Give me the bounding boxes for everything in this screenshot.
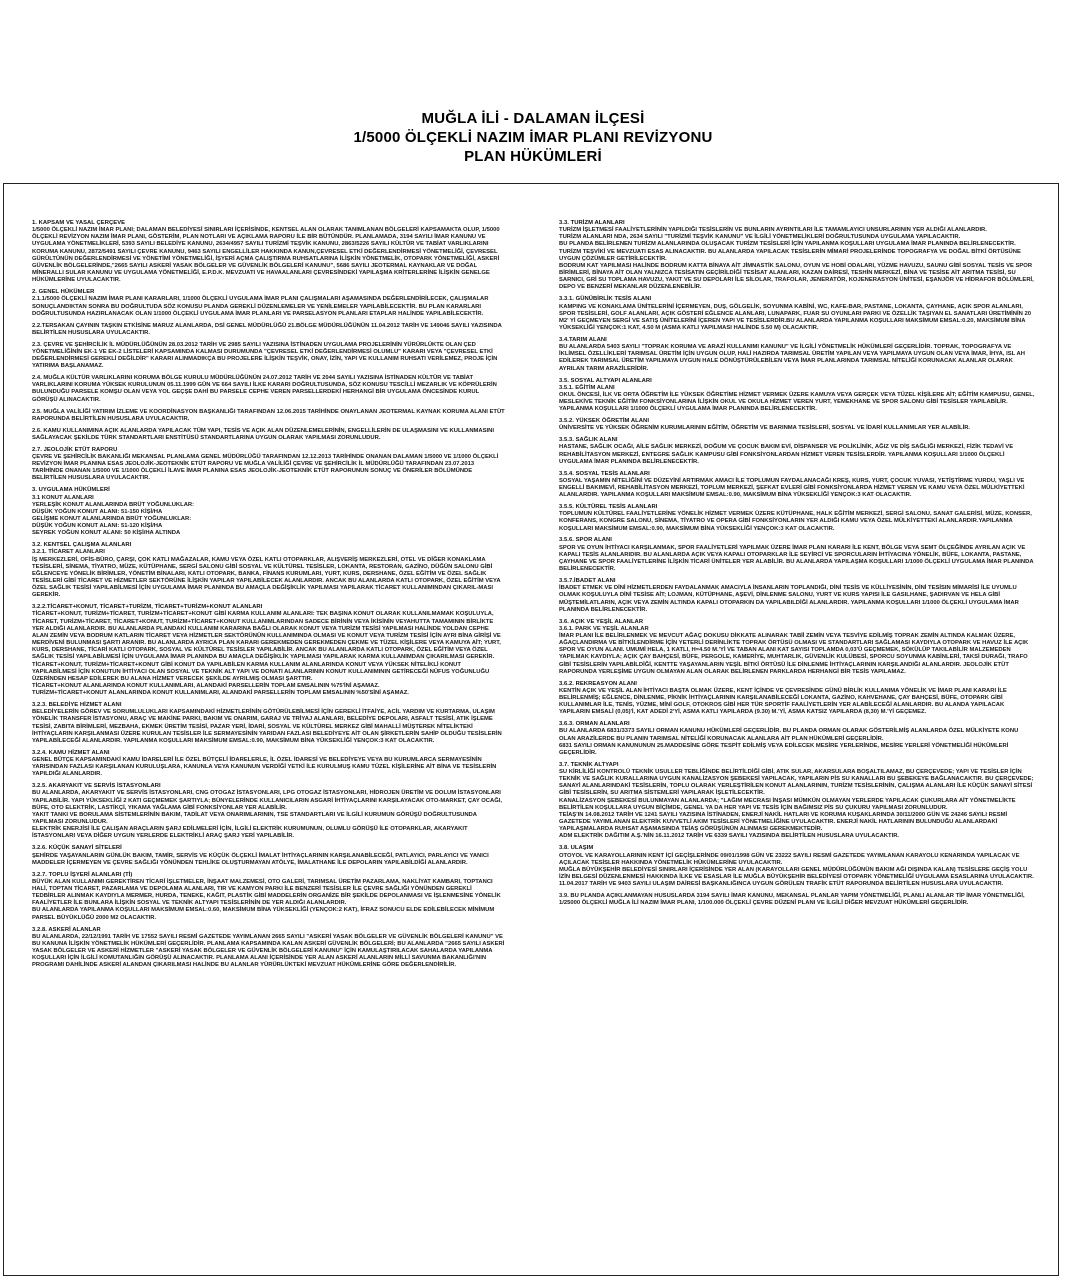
section-heading: 3.5.4. SOSYAL TESİS ALANLARI bbox=[559, 470, 650, 477]
plan-section bbox=[32, 702, 506, 745]
plan-section bbox=[32, 604, 506, 697]
section-body: 2.4. MUĞLA KÜLTÜR VARLIKLARINI KORUMA BÖLGE KURULU MÜDÜRLÜĞÜNÜN 24.07.2012 TARİH VE 2044 SAYILI YAZISINA İSTİNADEN KÜLTÜR VE TABİAT VARLIKLARINI KORUMA YÜKSEK KURULUNUN 05.11.1999 GÜN VE 664 SAYILI İLKE KARARI DOĞRULTUSUNDA, SÖZ KONUSU TESCİLLİ MEZARLIK VE KÖPRÜLERİN BULUNDUĞU PARSELE KOMŞU OLAN VEYA YOL GEÇŞE DAHİ BU PARSELE CEPHE VEREN PARSELLERDEKİ HERHANGİ BİR UYGULAMA ÖNCESİNDE KURUL GÖRÜŞÜ ALINACAKTIR. bbox=[32, 375, 499, 403]
section-body: BÜYÜK ALAN KULLANIMI GEREKTİREN TİCARİ İŞLETMELER, İNŞAAT MALZEMESİ, OTO GALERİ, TARIMSAL ÜRETİM PAZARLAMA, NAKLİYAT KAMBARI, TOPTANCI HALİ, TOPTAN TİCARET, PAZARLAMA VE DEPOLAMA ALANLARI, TIR VE KAMYON PARKI İLE BENZERİ TESİSLER İLE ÇEVRE SAĞLIĞI YÖNÜNDEN GEREKLİ TEDBİRLER ALINMAK KAYDIYLA MERMER, HURDA, TENEKE, KAĞIT, PLASTİK GİBİ MADDELERİN ORGANİZE BİR ŞEKİLDE DEPOLANMASI VE İŞLENMESİNE YÖNELİK FAALİYETLER İLE BUNLARA İLİŞKİN SOSYAL VE TEKNİK ALTYAPI TESİSLERİNİN DE YER ALDIĞI ALANLARDIR. BU ALANLARDA YAPILANMA KOŞULLARI MAKSİMUM EMSAL:0.60, MAKSİMUM BİNA YÜKSEKLİĞİ (YENÇOK:2 KAT), İFRAZ SONUCU ELDE EDİLEBİLECEK MİNİMUM PARSEL BÜYÜKLÜĞÜ 2000 M2 OLACAKTIR. bbox=[32, 878, 501, 921]
section-body: 2.5. MUĞLA VALİLİĞİ YATIRIM İZLEME VE KOORDİNASYON BAŞKANLIĞI TARAFINDAN 12.06.2015 TARİHİNDE ONAYLANAN JEOTERMAL KAYNAK KORUMA ALANI ETÜT RAPORUNDA BELİRTİLEN HUSUSLARA UYULACAKTIR. bbox=[32, 408, 507, 422]
section-heading: 3.2.2.TİCARET+KONUT, TİCARET+TURİZM, TİCARET+TURİZM+KONUT ALANLARI bbox=[32, 604, 263, 611]
section-heading: 3.2. KENTSEL ÇALIŞMA ALANLARI bbox=[32, 542, 132, 549]
section-heading: 3.5.7.İBADET ALANI bbox=[559, 578, 616, 585]
plan-section bbox=[559, 893, 1035, 907]
section-body: BELEDİYELERİN GÖREV VE SORUMLULUKLARI KAPSAMINDAKİ HİZMETLERİNİN GÖTÜRÜLEBİLMESİ İÇİN GEREKLİ İTFAİYE, ACİL YARDIM VE KURTARMA, ULAŞIM YÖNELİK TRANSFER İSTASYONU, ARAÇ VE MAKİNE PARKI, BAKIM VE ONARIM, GARAJ VE TRİYAJ ALANLARI, BELEDİYE DEPOLARI, ASFALT TESİSİ, ATIK İŞLEME TESİSİ, ZABITA BİRİMLERİ, MEZBAHA, EKMEK ÜRETİM TESİSİ, PAZAR YERİ, İDARİ, SOSYAL VE KÜLTÜREL MERKEZ GİBİ MAHALLİ MÜŞTEREK NİTELİKTEKİ İHTİYAÇLARIN KARŞILANMASI ÜZERE KURULAN TESİSLER İLE SERMAYESİNİN YARIDAN FAZLASI BELEDİYEYE AİT OLAN ŞİRKETLERİN SAHİP OLDUĞU TESİSLERİN YAPILABİLECEĞİ ALANLARDIR. YAPILANMA KOŞULLARI MAKSİMUM EMSAL:0.90, MAKSİMUM BİNA YÜKSEKLİĞİ YENÇOK:3 KAT OLACAKTIR. bbox=[32, 709, 504, 744]
section-heading: 3.2.5. AKARYAKIT VE SERVİS İSTASYONLARI bbox=[32, 783, 161, 790]
title-line-1: MUĞLA İLİ - DALAMAN İLÇESİ bbox=[421, 110, 645, 127]
section-heading: 3.2.8. ASKERİ ALANLAR bbox=[32, 926, 101, 933]
section-body: TURİZM İŞLETMESİ FAALİYETLERİNİN YAPILDIĞI TESİSLERİN VE BUNLARIN AYRINTILARI İLE TAMAMLAYICI UNSURLARININ YER ALDIĞI ALANLARDIR. TURİZM ALANLARI NDA, 2634 SAYILI "TURİZMİ TEŞVİK KANUNU" VE İLGİLİ YÖNETMELİKLERİ DOĞRULTUSUNDA UYGULAMA YAPILACAKTIR. BU PLANDA BELİRLENEN TURİZM ALANLARINDA OLUŞACAK TURİZM TESİSLERİ İÇİN YAPILANMA KOŞULLARI UYGULAMA İMAR PLANINDA BELİRLENECEKTİR. TURİZM TEŞVİKİ VE MEVZUATI ESAS ALINACAKTIR. BU ALANLARDA YAPILACAK TESİSLERİN MİMARİ PROJELERİNDE TOPOGRAFYA VE DOĞAL BİTKİ ÖRTÜSÜNE UYGUN ÇÖZÜMLER GETİRİLECEKTİR. BODRUM KAT YAPILMASI HALİNDE BODRUM KATTA BİNAYA AİT JİMNASTİK SALONU, OYUN VE HOBİ ODALARI, YÜZME HAVUZU, SAUNU GİBİ SOSYAL TESİS VE SPOR BİRİMLERİ, BİNAYA AİT OLAN YALNIZCA TESİSATIN GEÇİRİLDİĞİ TESİSAT ALANLARI, KAZAN DAİRESİ, TESHİN MERKEZİ, BİNA VE TESİSE AİT ARITMA TESİSİ, SU SARNICI, GRİ SU TOPLAMA HAVUZU, YAKIT VE SU DEPOLARI İLE SİLOLAR, TRAFOLAR, JENERATÖR, KOJENERASYON ÜNİTESİ, EŞANJÖR VE HİDRAFOR BÖLÜMLERİ, DEPO VE BENZERİ MEKANLAR DÜZENLENEBİLİR. bbox=[559, 227, 1034, 291]
plan-section bbox=[559, 619, 1035, 676]
section-body: GENEL BÜTÇE KAPSAMINDAKİ KAMU İDARELERİ İLE ÖZEL BÜTÇELİ İDARELERLE, İL ÖZEL İDARESİ VE BELEDİYEYE VEYA BU KURUMLARCA SERMAYESİNİN YARISINDAN FAZLASI KARŞILANAN KURULUŞLARA, KANUNLA VEYA KANUNUN VERDİĞİ YETKİ İLE KURULMUŞ KAMU TÜZEL KİŞİLERİNE AİT BİNA VE TESİSLERİN YAPILDIĞI ALANLARDIR. bbox=[32, 757, 498, 778]
plan-section bbox=[559, 418, 1035, 432]
section-body: HASTANE, SAĞLIK OCAĞI, AİLE SAĞLIK MERKEZİ, DOĞUM VE ÇOCUK BAKIM EVİ, DİSPANSER VE POLİKLİNİK, AĞIZ VE DİŞ SAĞLIĞI MERKEZİ, FİZİK TEDAVİ VE REHABİLİTASYON MERKEZİ, ENTEGRE SAĞLIK KAMPUSU GİBİ FONKSİYONLARDAN HİZMET VEREN TESİSLERDİR. YAPILANMA KOŞULLARI 1/1000 ÖLÇEKLİ UYGULAMA İMAR PLANINDA BELİRLENECEKTİR. bbox=[559, 444, 1015, 465]
section-body: BU ALANLARDA 5403 SAYILI "TOPRAK KORUMA VE ARAZİ KULLANIMI KANUNU" VE İLGİLİ YÖNETMELİK HÜKÜMLERİ GEÇERLİDİR. TOPRAK, TOPOGRAFYA VE İKLİMSEL ÖZELLİKLERİ TARIMSAL ÜRETİM İÇİN UYGUN OLUP, HALİ HAZIRDA TARIMSAL ÜRETİM YAPILAN VEYA YAPILMAYA UYGUN OLAN VEYA İMAR, İHYA, ISL AH EDİLEREK TARIMSAL ÜRETİM YAPILMAYA UYGUN HALE DÖNÜŞTÜRÜLEBİLEN VEYA İMAR PLANLARINDA TARIMSAL NİTELİĞİ KORUNACAK ALANLAR OLARAK AYRILAN TARIM ARAZİLERİDİR. bbox=[559, 344, 1027, 372]
section-body: SPOR VE OYUN İHTİYACI KARŞILANMAK, SPOR FAALİYETLERİ YAPILMAK ÜZERE İMAR PLANI KARARI İLE KENT, BÖLGE VEYA SEMT ÖLÇEĞİNDE AYRILAN AÇIK VE KAPALI TESİS ALANLARIDIR. BU ALANLARDA AÇIK VEYA KAPALI OTOPARKLAR İLE SEYİRCİ VE SPORCULARIN İHTİYACINA YÖNELİK, BÜFE, LOKANTA, PASTANE, ÇAYHANE VE SPOR FAALİYETLERİNE İLİŞKİN TİCARİ ÜNİTELER YER ALABİLİR. BU ALANLARDA YAPILAŞMA KOŞULLARI 1/1000 ÖLÇEKLİ UYGULAMA İMAR PLANINDA BELİRLENECEKTİR. bbox=[559, 544, 1035, 573]
section-body: 3.1 KONUT ALANLARI YERLEŞİK KONUT ALANLARINDA BRÜT YOĞUNLUKLAR: DÜŞÜK YOĞUN KONUT ALANI: 51-150 KİŞİ/HA GELİŞME KONUT ALANLARINDA BRÜT YOĞUNLUKLAR: DÜŞÜK YOĞUN KONUT ALANI: 51-120 KİŞİ/HA SEYREK YOĞUN KONUT ALANI: 50 KİŞİ/HA ALTINDA bbox=[32, 494, 195, 537]
section-heading: 3.6.2. REKREASYON ALANI bbox=[559, 680, 637, 687]
plan-section bbox=[559, 845, 1035, 888]
section-heading: 3.5.6. SPOR ALANI bbox=[559, 537, 612, 544]
plan-section bbox=[32, 375, 506, 404]
plan-provisions-frame bbox=[3, 183, 1059, 1276]
plan-section bbox=[559, 437, 1035, 466]
section-body: OTOYOL VE KARAYOLLARININ KENT İÇİ GEÇİŞLERİNDE 09/01/1998 GÜN VE 23222 SAYILI RESMİ GAZETEDE YAYIMLANAN KARAYOLU KENARINDA YAPILACAK VE AÇILACAK TESİSLER HAKKINDA YÖNETMELİK HÜKÜMLERİNE UYULACAKTIR. MUĞLA BÜYÜKŞEHİR BELEDİYESİ SINIRLARI İÇERİSİNDE YER ALAN (KARAYOLLARI GENEL MÜDÜRLÜĞÜNÜN BAKIM AĞI DIŞINDA KALAN) TESİSLERE GEÇİŞ YOLU İZİN BELGESİ DÜZENLENMESİ HAKKINDA İLKE VE ESASLAR İLE MUĞLA BÜYÜKŞEHİR BELEDİYESİ OTOPARK YÖNETMELİĞİ UYGULAMA ESASLARINA UYULACAKTIR. 11.04.2017 TARİH VE 9403 SAYILI ULAŞIM DAİRESİ BAŞKANLIĞINCA UYGUN GÖRÜLEN TRAFİK ETÜT RAPORUNDA BELİRTİLEN HUSUSLARA UYULACAKTIR. bbox=[559, 852, 1034, 888]
section-body: 3.6.1. PARK VE YEŞİL ALANLAR İMAR PLANI İLE BELİRLENMEK VE MEVCUT AĞAÇ DOKUSU DİKKATE ALINARAK TABİİ ZEMİN VEYA TESVİYE EDİLMİŞ TOPRAK ZEMİN ALTINDA KALMAK ÜZERE, AĞAÇLANDIRMA VE BİTKİLENDİRME İÇİN YETERLİ DERİNLİKTE TOPRAK ÖRTÜSÜ OLMASI VE STANDARTLARI SAĞLAMASI KAYDIYLA OTOPARK VE HAVUZ İLE AÇIK SPOR VE OYUN ALANI. UMUMİ HELA, 1 KATLI, H=4.50 M.'Yİ VE TABAN ALANI KAT SAYISI TOPLAMDA 0,03'Ü GEÇMEMEK, SÖKÜLÜP TAKILABİLİR MALZEMEDEN YAPILMAK KAYDIYLA; AÇIK ÇAY BAHÇESİ, BÜFE, PERGOLE, KAMERİYE, MUHTARLIK, GÜVENLİK KULÜBESİ, SPORCU SOYUNMA KABİNLERİ, TAKSİ DURAĞI, TRAFO GİBİ TESİSLERİN YAPILABİLDİĞİ, KENTTE YAŞAYANLARIN YEŞİL BİTKİ ÖRTÜSÜ İLE DİNLENME İHTİYAÇLARININ KARŞILANDIĞI ALANLARDIR. JEOLOJİK ETÜT RAPORUNDA YERLEŞİME UYGUN OLMAYAN ALAN OLARAK BELİRLENEN PARKLARDA HERHANGİ BİR TESİS YAPILAMAZ. bbox=[559, 625, 1029, 675]
section-body: BU ALANLARDA, 22/12/1991 TARİH VE 17552 SAYILI RESMİ GAZETEDE YAYIMLANAN 2665 SAYILI "ASKERİ YASAK BÖLGELER VE GÜVENLİK BÖLGELERİ KANUNU" VE BU KANUNA İLİŞKİN YÖNETMELİK HÜKÜMLERİ GEÇERLİDİR. PLANLAMA KAPSAMINDA KALAN ASKERİ GÜVENLİK BÖLGELERİ; BU ALANLARDA "2665 SAYILI ASKERİ YASAK BÖLGELER VE ASKERİ HİZMETLER "ASKERİ YASAK BÖLGELER VE GÜVENLİK BÖLGELERİ KANUNU" İÇİN KAMULAŞTIRILACAK SAHALARDA YAPILANMA KOŞULLARI İÇİN İLGİLİ KOMUTANLIĞIN GÖRÜŞÜ ALINACAKTIR. PLANLAMA ALANI İÇERİSİNDE YER ALAN ASKERİ ALANLARIN MİLLİ SAVUNMA BAKANLIĞI'NIN PROGRAMI DAHİLİNDE ASKERİ ALANDAN ÇIKARILMASI HALİNDE BU ALANLAR YÜRÜRLÜKTEKİ MEVZUAT HÜKÜMLERİNE GÖRE DEĞERLENDİRİLİR. bbox=[32, 933, 506, 969]
section-body: SOSYAL YAŞAMIN NİTELİĞİNİ VE DÜZEYİNİ ARTIRMAK AMACI İLE TOPLUMUN FAYDALANACAĞI KREŞ, KURS, YURT, ÇOCUK YUVASI, YETİŞTİRME YURDU, YAŞLI VE ENGELLİ BAKIMEVİ, REHABİLİTASYON MERKEZİ, TOPLUM MERKEZİ, ŞEFKAT EVLERİ GİBİ FONKSİYONLARDA HİZMET VEREN VE KAMU VEYA ÖZEL MÜLKİYETTEKİ ALANLARDIR. YAPILANMA KOŞULLARI MAKSİMUM EMSAL:0.90, MAKSİMUM BİNA YÜKSEKLİĞİ YENÇOK:3 KAT OLACAKTIR. bbox=[559, 477, 1026, 499]
section-heading: 3.4.TARIM ALANI bbox=[559, 336, 607, 343]
section-body: ÜNİVERSİTE VE YÜKSEK ÖĞRENİM KURUMLARININ EĞİTİM, ÖĞRETİM VE BARINMA TESİSLERİ, SOSYAL VE İDARİ KULLANIMLAR YER ALABİLİR. bbox=[559, 425, 971, 432]
title-line-3: PLAN HÜKÜMLERİ bbox=[464, 148, 602, 165]
section-heading: 3.2.4. KAMU HİZMET ALANI bbox=[32, 749, 110, 756]
plan-section bbox=[559, 296, 1035, 332]
plan-section bbox=[32, 845, 506, 866]
plan-section bbox=[32, 927, 506, 970]
section-body: BU ALANLARDA 6831/3373 SAYILI ORMAN KANUNU HÜKÜMLERİ GEÇERLİDİR. BU PLANDA ORMAN OLARAK GÖSTERİLMİŞ ALANLARDA ÖZEL MÜLKİYETE KONU OLAN ARAZİLERDE BU PLANIN TARIMSAL NİTELİĞİ KORUNACAK ALANLARA AİT PLAN HÜKÜMLERİ GEÇERLİDİR. 6831 SAYILI ORMAN KANUNUNUN 25.MADDESİNE GÖRE TESPİT EDİLMİŞ VEYA EDİLECEK MESİRE YERLERİNDE, MESİRE YERLERİ YÖNETMELİĞİ HÜKÜMLERİ GEÇERLİDİR. bbox=[559, 728, 1019, 756]
plan-section bbox=[559, 337, 1035, 373]
section-heading: 3.5.5. KÜLTÜREL TESİS ALANLARI bbox=[559, 504, 658, 511]
plan-section bbox=[559, 762, 1035, 841]
section-heading: 3.3. TURİZM ALANLARI bbox=[559, 220, 625, 226]
section-body: 2.6. KAMU KULLANIMINA AÇIK ALANLARDA YAPILACAK TÜM YAPI, TESİS VE AÇIK ALAN DÜZENLEMELERİNİN, ENGELLİLERİN DE ULAŞMASINI VE KULLANMASINI SAĞLAYACAK ŞEKİLDE TÜRK STANDARTLARI ENSTİTÜSÜ STANDARTLARINA UYGUN OLARAK YAPILMASI ZORUNLUDUR. bbox=[32, 427, 496, 441]
plan-section bbox=[32, 409, 506, 423]
left-column bbox=[32, 220, 506, 974]
section-body: 3.5.1. EĞİTİM ALANI OKUL ÖNCESİ, İLK VE ORTA ÖĞRETİM İLE YÜKSEK ÖĞRETİME HİZMET VERMEK ÜZERE KAMUYA VEYA GERÇEK VEYA TÜZEL KİŞİLERE AİT; EĞİTİM KAMPUSU, GENEL, MESLEKİVE TEKNİK EĞİTİM FONKSİYONLARINA İLİŞKİN OKUL VE OKULA HİZMET VEREN YURT, YEMEKHANE VE SPOR SALONU GİBİ TESİSLER YAPILABİLİR. YAPILANMA KOŞULLARI 1/1000 ÖLÇEKLİ UYGULAMA İMAR PLANINDA BELİRLENECEKTİR. bbox=[559, 384, 1035, 413]
section-heading: 3.6. AÇIK VE YEŞİL ALANLAR bbox=[559, 618, 644, 625]
section-body: KAMPING VE KONAKLAMA ÜNİTELERİNİ İÇERMEYEN, DUŞ, GÖLGELİK, SOYUNMA KABİNİ, WC, KAFE-BAR, PASTANE, LOKANTA, ÇAYHANE, AÇIK SPOR ALANLARI, SPOR TESİSLERİ, GOLF ALANLARI, AÇIK GÖSTERİ EĞLENCE ALANLARI, LUNAPARK, FUAR SU OYUNLARI PARKI VE ÖZELLİK TAŞIYAN EL SANATLARI ÜRETİMİNİN 20 M2' Yİ GEÇMEYEN SERGİ VE SATIŞ ÜNİTELERİNİ İÇEREN YAPI VE TESİSLERDİR.BU ALANLARDA YAPILANMA KOŞULLARI MAKSİMUM EMSAL:0.20, MAKSİMUM BİNA YÜKSEKLİĞİ YENÇOK:1 KAT, 4.50 M (ASMA KATLI YAPILMASI HALİNDE 5.50 M) OLACAKTIR. bbox=[559, 303, 1033, 331]
plan-section bbox=[32, 872, 506, 922]
title-line-2: 1/5000 ÖLÇEKLİ NAZIM İMAR PLANI REVİZYONU bbox=[353, 129, 713, 146]
section-body: SU KİRLİLİĞİ KONTROLÜ TEKNİK USULLER TEBLİĞİNDE BELİRTİLDİĞİ GİBİ, ATIK SULAR, AKARSULARA BOŞALTILAMAZ, BU ÇERÇEVEDE; YAPI VE TESİSLER İÇİN TEKNİK VE SAĞLIK KURALLARINA UYGUN KANALİZASYON ŞEBEKESİ YAPILACAK, YAPILARIN PİS SU KANALLARI BU ŞEBEKEYE BAĞLANACAKTIR. BU ÇERÇEVEDE; SANAYİ ALANLARINDAKİ TESİSLERİN, TOPLU OLARAK YERLEŞTİRİLEN KONUT ALANLARININ, TURİZM TESİSLERİNİN, ÇALIŞMA ALANLARI İLE KÜÇÜK SANAYİ SİTESİ GİBİ TESİSLERİN, SU ARITMA SİSTEMLERİ YAPILARAK İŞLETİLECEKTİR. KANALİZASYON ŞEBEKESİ BULUNMAYAN ALANLARDA; "LAĞIM MECRASI İNŞASI MÜMKÜN OLMAYAN YERLERDE YAPILACAK ÇUKURLARA AİT YÖNETMELİKTE BELİRTİLEN KOŞULLARA UYGUN BİÇİMDE, GENEL YA DA HER YAPI VE TESİS İÇİN BAĞIMSIZ PİS SU ÇUKURU YAPILMASI ZORUNLUDUR. TEİAŞ'IN 14.08.2012 TARİH VE 1241 SAYILI YAZISINA İSTİNADEN, ENERJİ NAKİL HATLARI VE KORUMA KUŞAKLARINDA 30/11/2000 GÜN VE 24246 SAYILI RESMİ GAZETEDE YAYIMLANAN ELEKTRİK KUVVETLİ AKIM TESİSLERİ YÖNETMELİĞİNE UYULACAKTIR. ENERJİ NAKİL HATLARININ BULUNDUĞU ALANLARDAKİ YAPILAŞMALARDA RUHSAT AŞAMASINDA TEİAŞ GÖRÜŞÜNÜN ALINMASI GEREKMEKTEDİR. ADM ELEKTRİK DAĞITIM A.Ş.'NİN 16.11.2012 TARİH VE 6339 SAYILI YAZISINDA BELİRTİLEN HUSUSLARA UYULACAKTIR. bbox=[559, 768, 1034, 840]
plan-section bbox=[559, 504, 1035, 533]
section-heading: 3.5. SOSYAL ALTYAPI ALANLARI bbox=[559, 377, 652, 384]
right-column bbox=[559, 220, 1035, 912]
section-body: 2.2.TERSAKAN ÇAYININ TAŞKIN ETKİSİNE MARUZ ALANLARDA, DSİ GENEL MÜDÜRLÜĞÜ 21.BÖLGE MÜDÜRLÜĞÜNÜN 11.04.2012 TARİH VE 149046 SAYILI YAZISINDA BELİRTİLEN HUSUSLARA UYULACAKTIR. bbox=[32, 322, 504, 336]
plan-section bbox=[559, 220, 1035, 292]
section-body: 2.1.1/5000 ÖLÇEKLİ NAZIM İMAR PLANI KARARLARI, 1/1000 ÖLÇEKLİ UYGULAMA İMAR PLANI ÇALIŞMALARI AŞAMASINDA DEĞERLENDİRİLECEK, ÇALIŞMALAR SONUÇLANDIKTAN SONRA BU DOĞRULTUDA SÖZ KONUSU PLANDA GEREKLİ DÜZENLEMELER VE YENİLEMELER YAPILABİLECEKTİR. BU PLAN KARARLARI DOĞRULTUSUNDA HAZIRLANACAK OLAN 1/1000 ÖLÇEKLİ UYGULAMA İMAR PLANLARI VE PARSELASYON PLANLARI ETAPLAR HALİNDE YAPILABİLECEKTİR. bbox=[32, 296, 491, 317]
plan-section bbox=[32, 750, 506, 779]
section-body: TOPLUMUN KÜLTÜREL FAALİYETLERİNE YÖNELİK HİZMET VERMEK ÜZERE KÜTÜPHANE, HALK EĞİTİM MERKEZİ, SERGİ SALONU, SANAT GALERİSİ, MÜZE, KONSER, KONFERANS, KONGRE SALONU, SİNEMA, TİYATRO VE OPERA GİBİ FONKSİYONLARIN YER ALDIĞI KAMU VEYA ÖZEL MÜLKİYETTEKİ ALANLARDIR.YAPILANMA KOŞULLARI MAKSİMUM EMSAL:0.90, MAKSİMUM BİNA YÜKSEKLİĞİ YENÇOK:3 KAT OLACAKTIR. bbox=[559, 511, 1034, 532]
plan-section bbox=[32, 447, 506, 483]
plan-section bbox=[559, 471, 1035, 500]
section-body: BU ALANLARDA, AKARYAKIT VE SERVİS İSTASYONLARI, CNG OTOGAZ İSTASYONLARI, LPG OTOGAZ İSTASYONLARI, HİDROJEN ÜRETİM VE DOLUM İSTASYONLARI YAPILABİLİR. YAPI YÜKSEKLİĞİ 2 KATI GEÇMEMEK ŞARTIYLA; BÜNYELERİNDE KULLANICILARIN ASGARİ İHTİYAÇLARINI KARŞILAYACAK OTO-MARKET, ÇAY OCAĞI, BÜFE, OTO ELEKTRİK, LASTİKÇİ, YIKAMA YAĞLAMA GİBİ FONKSİYONLAR YER ALABİLİR. YAKIT TANKI VE BORULAMA SİSTEMLERİNİN BAKIM, TADİLAT VEYA ONARIMLARININ, TSE STANDARTLARI VE İLGİLİ KURUMUN GÖRÜŞÜ DOĞRULTUSUNDA YAPILMASI ZORUNLUDUR. ELEKTRİK ENERJİSİ İLE ÇALIŞAN ARAÇLARIN ŞARJ EDİLMELERİ İÇİN, İLGİLİ ELEKTRİK KURUMUNUN, OLUMLU GÖRÜŞÜ İLE OTOPARKLAR, AKARYAKIT İSTASYONLARI VEYA DİĞER UYGUN YERLERDE ELEKTRİKLİ ARAÇ ŞARJ YERİ YAPILABİLİR. bbox=[32, 790, 503, 840]
section-body: İBADET ETMEK VE DİNİ HİZMETLERDEN FAYDALANMAK AMACIYLA İNSANLARIN TOPLANDIĞI, DİNİ TESİS VE KÜLLİYESİNİN, DİNİ TESİSIN MİMARİSİ İLE UYUMLU OLMAK KOŞULUYLA DİNİ TESİSE AİT; LOJMAN, KÜTÜPHANE, AŞEVİ, DİNLENME SALONU, YURT VE KURS YAPISI İLE GASILHANE, ŞADIRVAN VE HELA GİBİ MÜŞTEMİLATLARIN, AÇIK VEYA ZEMİN ALTINDA KAPALI OTOPARKIN DA YAPILABILDİĞİ ALANLARDIR. YAPILANMA KOŞULLARI 1/1000 ÖLÇEKLİ UYGULAMA İMAR PLANINDA BELİRLENECEKTİR. bbox=[559, 585, 1021, 613]
plan-section bbox=[32, 428, 506, 442]
plan-section bbox=[559, 537, 1035, 573]
section-body: ŞEHİRDE YAŞAYANLARIN GÜNLÜK BAKIM, TAMİR, SERVİS VE KÜÇÜK ÖLÇEKLİ İMALAT İHTİYAÇLARININ KARŞILANABİLECEĞİ, PATLAYICI, PARLAYICI VE YANICI MADDELER İÇERMEYEN VE ÇEVRE SAĞLIĞI YÖNÜNDEN TEHLİKE OLUŞTURMAYAN ATÖLYE, İMALATHANE İLE DEPOLARIN YAPILABİLDİĞİ ALANLARDIR. bbox=[32, 852, 491, 866]
plan-section bbox=[559, 578, 1035, 614]
document-title-block bbox=[0, 0, 1066, 180]
plan-section bbox=[32, 289, 506, 318]
plan-section bbox=[32, 783, 506, 840]
section-body: TİCARET+KONUT, TURİZM+TİCARET, TURİZM+TİCARET+KONUT GİBİ KARMA KULLANIM ALANLARI: TEK BAŞINA KONUT OLARAK KULLANILMAMAK KOŞULUYLA, TİCARET, TURİZM+TİCARET, TİCARET+KONUT, TURİZM+TİCARET+KONUT KULLANIMLARINDAN SADECE BİRİNİN VEYA İKİSİNİN VEYAHUTTA TAMAMININ BİRLİKTE YER ALDIĞI ALANLARDIR. BU ALANLARDA PLANDAKİ KULLANIM KARARINA BAĞLI OLARAK KONUT VEYA TURİZM TESİSİ YAPILMASI HALİNDE YOLDAN CEPHE ALAN ZEMİN VEYA BODRUM KATLARIN TİCARET VEYA HİZMETLER SEKTÖRÜNÜN KULLANIMINDA OLMASI VE KONUT VEYA TURİZM TESİSİ İÇİN AYRI BİNA GİRİŞİ VE MERDİVENİ BULUNMASI ŞARTI ARANIR. BU ALANLARDA AYRICA PLAN KARARI GEREKMEDEN GEREKMEDEN ÇEKME VE TÜZEL KİŞİLERE VEYA KAMUYA AİT; YURT, KURS, DERSHANE, TİCARİ KATLI OTOPARK, SOSYAL VE KÜLTÜREL TESİSLER YAPILABİLİR. ANCAK BU ALANLARDA KATLI OTOPARK, ÖZEL EĞİTİM VEYA ÖZEL SAĞLIK TESİSİ YAPILABİLMESİ İÇİN UYGULAMA İMAR PLANINDA BU AMAÇLA DEĞİŞİKLİK YAPILMASI YAPILARAK KARMA KULLANIMDAN ÇIKARILMASI GEREKİR. TİCARET+KONUT, TURİZM+TİCARET+KONUT GİBİ KONUT DA YAPILABİLEN KARMA KULLANIM ALANLARINDA KONUT VEYA YÜKSEK NİTELİKLİ KONUT YAPILABİLMESİ İÇİN KONUTUN İHTİYACI OLAN SOSYAL VE TEKNİK ALT YAPI VE DONATI ALANLARININ KONUT KULLANIMININ GETİRECEĞİ NÜFUS YOĞUNLUĞU ÜZERİNDEN HESAP EDİLEREK BU ALANA HİZMET VERECEK ŞEKİLDE AYRILMIŞ OLMASI ŞARTTIR. TİCARET+KONUT ALANLARINDA KONUT KULLANIMLARI, ALANDAKİ PARSELLERİN TOPLAM EMSALININ %75'İNİ AŞAMAZ. TURİZM+TİCARET+KONUT ALANLARINDA KONUT KULLANIMLARI, ALANDAKİ PARSELLERİN TOPLAM EMSALININ %50'SİNİ AŞAMAZ. bbox=[32, 611, 501, 697]
plan-section bbox=[32, 323, 506, 337]
section-heading: 2. GENEL HÜKÜMLER bbox=[32, 289, 95, 296]
section-body: 3.2.1. TİCARET ALANLARI İŞ MERKEZLERİ, OFİS-BÜRO, ÇARŞI, ÇOK KATLI MAĞAZALAR, KAMU VEYA ÖZEL KATLI OTOPARKLAR, ALIŞVERİŞ MERKEZLERİ, OTEL VE DİĞER KONAKLAMA TESİSLERİ, SİNEMA, TİYATRO, MÜZE, KÜTÜPHANE, SERGİ SALONU GİBİ SOSYAL VE KÜLTÜREL TESİSLER, LOKANTA, RESTORAN, GAZİNO, DÜĞÜN SALONU GİBİ EĞLENCEYE YÖNELİK BİRİMLER, YÖNETİM BİNALARI, KATLI OTOPARK, BANKA, FİNANS KURUMLARI, YURT, KURS, DERSHANE, ÖZEL EĞİTİM VE ÖZEL SAĞLIK TESİSLERİ GİBİ TİCARET VE HİZMETLER SEKTÖRÜNE İLİŞKİN YAPILAR YAPILABİLECEK ALANLARDIR. ANCAK BU ALANLARDA KATLI OTOPARK, ÖZEL EĞİTİM VEYA ÖZEL SAĞLIK TESİSİ YAPILABİLMESİ İÇİN UYGULAMA İMAR PLANINDA BU AMAÇLA DEĞİŞİKLİK YAPILMASI YAPILARAK TİCARET KULLANIMINDAN ÇIKARIL-MASI GEREKİR. bbox=[32, 549, 501, 599]
section-heading: 1. KAPSAM VE YASAL ÇERÇEVE bbox=[32, 220, 126, 226]
section-heading: 2.7. JEOLOJİK ETÜT RAPORU bbox=[32, 446, 118, 453]
plan-section bbox=[32, 487, 506, 537]
section-body: 3.9. BU PLANDA AÇIKLANMAYAN HUSUSLARDA 3194 SAYILI İMAR KANUNU, MEKANSAL PLANLAR YAPIM YÖNETMELİĞİ, PLANLI ALANLAR TİP İMAR YÖNETMELİĞİ, 1/25000 ÖLÇEKLİ MUĞLA İLİ NAZIM İMAR PLANI, 1/100.000 ÖLÇEKLİ ÇEVRE DÜZENİ PLANI VE İLGİLİ DİĞER MEVZUAT HÜKÜMLERİ GEÇERLİDİR. bbox=[559, 893, 1027, 907]
section-heading: 3.2.3. BELEDİYE HİZMET ALANI bbox=[32, 702, 122, 709]
section-heading: 3.2.6. KÜÇÜK SANAYİ SİTELERİ bbox=[32, 845, 122, 852]
section-body: KENTİN AÇIK VE YEŞİL ALAN İHTİYACI BAŞTA OLMAK ÜZERE, KENT İÇİNDE VE ÇEVRESİNDE GÜNÜ BİRLİK KULLANIMA YÖNELİK VE İMAR PLANI KARARI İLE BELİRLENMİŞ; EĞLENCE, DİNLENME, PİKNİK İHTİYAÇLARININ KARŞILANABİLECEĞİ LOKANTA, GAZİNO, KAHVEHANE, ÇAY BAHÇESİ, BÜFE, OTOPARK GİBİ KULLANIMLAR İLE, TENİS, YÜZME, MİNİ GOLF, OTOKROS GİBİ HER TÜR SPORTİF FAALİYETLERİN YER ALABİLECEĞİ ALANLARDIR. BU ALANDA YAPILACAK YAPILARIN EMSALİ (0,05)'İ, KAT ADEDİ 2'Yİ, ASMA KATLI YAPILARDA (9.30) M.'Yİ, ASMA KATSIZ YAPILARDA (8,30) M.'Yİ GEÇEMEZ. bbox=[559, 687, 1009, 716]
plan-section bbox=[559, 681, 1035, 717]
plan-section bbox=[559, 721, 1035, 757]
section-heading: 3.8. ULAŞIM bbox=[559, 845, 594, 852]
section-body: 1/5000 ÖLÇEKLİ NAZIM İMAR PLANI; DALAMAN BELEDİYESİ SINIRLARI İÇERİSİNDE, KENTSEL ALAN OLARAK TANIMLANAN BÖLGELERİ KAPSAMAKTA OLUP, 1/5000 ÖLÇEKLİ REVİZYON NAZIM İMAR PLANI, GÖSTERİM, PLAN NOTLARI VE AÇIKLAMA RAPORU İLE BİR BÜTÜNDÜR. PLANLAMADA, 3194 SAYILI İMAR KANUNU VE UYGULAMA YÖNETMELİKLERİ, 5393 SAYILI BELEDİYE KANUNU, 2634/4957 SAYILI TURİZMİ TEŞVİK KANUNU, 2863/5226 SAYILI KÜLTÜR VE TABİAT VARLIKLARINI KORUMA KANUNU, 2872/5491 SAYILI ÇEVRE KANUNU, 9463 SAYILI ENGELLİLER HAKKINDA KANUN,ÇEVRESEL ETKİ DEĞERLENDİRMESİ YÖNETMELİĞİ, ÇEVRESEL GÜRÜLTÜNÜN DEĞERLENDİRMESİ VE YÖNETİMİ YÖNETMELİĞİ, İŞYERİ AÇMA ÇALIŞTIRMA RUHSATLARINA İLİŞKİN YÖNETMELİK, OTOPARK YÖNETMELİĞİ, ASKERİ GÜVENLİK BÖLGELERİNDE,"2665 SAYILI ASKERİ YASAK BÖLGELER VE GÜVENLİK BÖLGELERİ KANUNU", 5686 SAYILI JEOTERMAL KAYNAKLAR VE DOĞAL MİNERALLI SULAR KANUNU VE UYGULAMA YÖNETMELİĞİ, E.P.D.K. MEVZUATI VE HAVAALANLARI ÇEVRESİNDEKİ YAPILAŞMA KRİTERLERİNE İLİŞKİN GENELGE HÜKÜMLERİNE UYULACAKTIR. bbox=[32, 227, 502, 284]
section-body: 2.3. ÇEVRE VE ŞEHİRCİLİK İL MÜDÜRLÜĞÜNÜN 28.03.2012 TARİH VE 2985 SAYILI YAZISINA İSTİNADEN UYGULAMA PROJELERİNİN YÜRÜRLÜKTE OLAN ÇED YÖNETMELİĞİNİN EK-1 VE EK-2 LİSTELERİ KAPSAMINDA KALMASI DURUMUNDA "ÇEVRESEL ETKİ DEĞERLENDİRMESİ OLUMLU" KARARI VEYA "ÇEVRESEL ETKİ DEĞERLENDİRMESİ GEREKLİ DEĞİLDİR" KARARI ALINMADIKÇA BU PROJELERE İLİŞKİN TEŞVİK, ONAY, İZİN, YAPI VE KULLANIM RUHSATI VERİLEMEZ, PROJE İÇİN YATIRIMA BAŞLANAMAZ. bbox=[32, 341, 499, 370]
section-heading: 3. UYGULAMA HÜKÜMLERİ bbox=[32, 487, 110, 494]
section-heading: 3.3.1. GÜNÜBİRLİK TESİS ALANI bbox=[559, 296, 652, 303]
plan-section bbox=[32, 342, 506, 371]
plan-section bbox=[32, 220, 506, 284]
section-heading: 3.2.7. TOPLU İŞYERİ ALANLARI (Tİ) bbox=[32, 871, 133, 878]
plan-section bbox=[32, 542, 506, 599]
section-heading: 3.7. TEKNİK ALTYAPI bbox=[559, 761, 619, 768]
section-heading: 3.5.3. SAĞLIK ALANI bbox=[559, 437, 618, 444]
section-body: ÇEVRE VE ŞEHİRCİLİK BAKANLIĞI MEKANSAL PLANLAMA GENEL MÜDÜRLÜĞÜ TARAFINDAN 12.12.2013 TARİHİNDE ONANAN DALAMAN 1/5000 VE 1/1000 ÖLÇEKLİ REVİZYON İMAR PLANINA ESAS JEOLOJİK-JEOTEKNİK ETÜT RAPORU VE MUĞLA VALİLİĞİ ÇEVRE VE ŞEHİRCİLİK İL MÜDÜRLÜĞÜ TARAFINDAN 23.07.2013 TARİHİNDE ONANAN 1/5000 VE 1/1000 ÖLÇEKLİ İLAVE İMAR PLANINA ESAS JEOLOJİK-JEOTEKNİK ETÜT RAPORUNUN SONUÇ VE ÖNERİLER BÖLÜMÜNDE BELİRTİLEN HUSUSLARA UYULACAKTIR. bbox=[32, 453, 500, 482]
plan-section bbox=[559, 378, 1035, 414]
section-heading: 3.5.2. YÜKSEK ÖĞRETİM ALANI bbox=[559, 418, 649, 425]
section-heading: 3.6.3. ORMAN ALANLARI bbox=[559, 721, 630, 728]
